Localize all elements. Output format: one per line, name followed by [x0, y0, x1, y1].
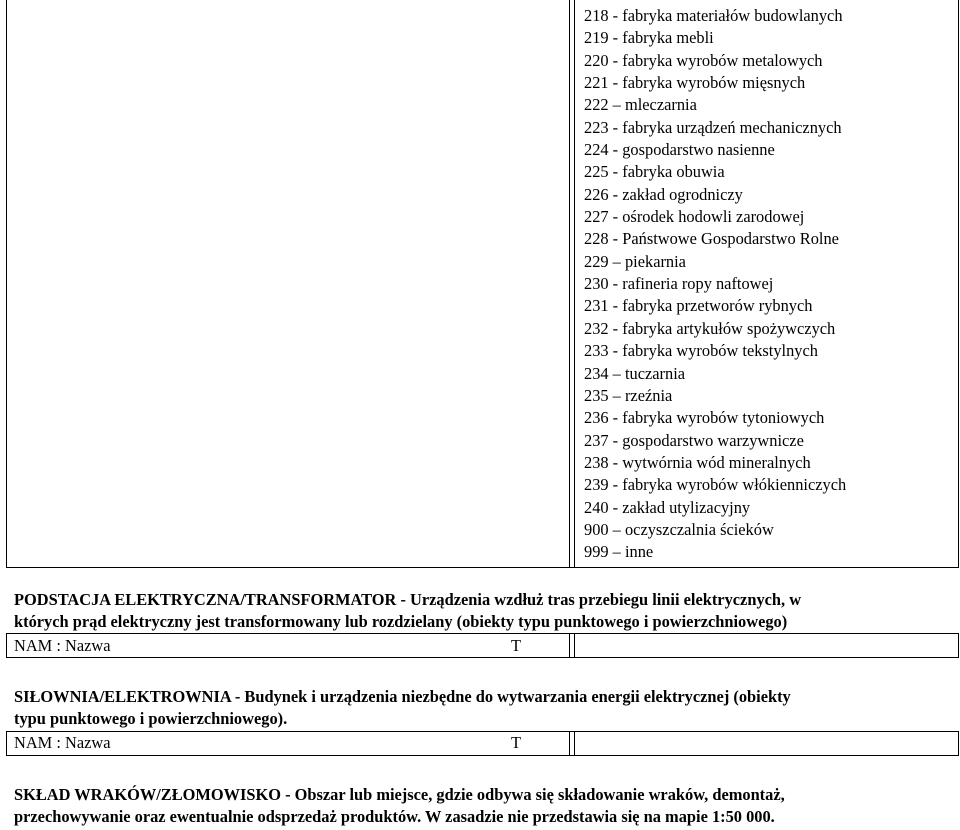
list-item: 225 - fabryka obuwia: [584, 162, 725, 182]
attribute-row-top: [6, 633, 958, 634]
table-border-right: [958, 0, 959, 568]
table-divider-left: [569, 0, 570, 568]
attribute-row-bottom: [6, 657, 958, 658]
list-item: 230 - rafineria ropy naftowej: [584, 274, 774, 294]
attribute-row-divider: [574, 731, 575, 756]
section-description-line: których prąd elektryczny jest transformowany lub rozdzielany (obiekty typu punktowego i powierzchniowego): [14, 612, 788, 631]
attribute-type: T: [511, 733, 522, 752]
list-item: 228 - Państwowe Gospodarstwo Rolne: [584, 229, 839, 249]
attribute-row-divider: [569, 633, 570, 658]
list-item: 224 - gospodarstwo nasienne: [584, 140, 775, 160]
list-item: 231 - fabryka przetworów rybnych: [584, 296, 813, 316]
list-item: 235 – rzeźnia: [584, 385, 673, 405]
section-podstacja: [14, 589, 959, 633]
list-item: 222 – mleczarnia: [584, 95, 697, 115]
list-item: 233 - fabryka wyrobów tekstylnych: [584, 341, 818, 361]
code-list: [584, 5, 954, 564]
section-description-line: SKŁAD WRAKÓW/ZŁOMOWISKO - Obszar lub miejsce, gdzie odbywa się składowanie wraków, demontaż,: [14, 785, 785, 804]
table-divider-right: [574, 0, 575, 568]
attribute-row-top: [6, 731, 958, 732]
list-item: 236 - fabryka wyrobów tytoniowych: [584, 408, 825, 428]
table-border-bottom: [6, 567, 959, 568]
attribute-type: T: [511, 636, 522, 655]
attribute-name: NAM : Nazwa: [14, 636, 111, 655]
list-item: 239 - fabryka wyrobów włókienniczych: [584, 475, 847, 495]
list-item: 229 – piekarnia: [584, 251, 686, 271]
list-item: 227 - ośrodek hodowli zarodowej: [584, 207, 805, 227]
section-description-line: przechowywanie oraz ewentualnie odsprzedaż produktów. W zasadzie nie przedstawia się na mapie 1:50 000.: [14, 807, 775, 826]
list-item: 220 - fabryka wyrobów metalowych: [584, 50, 823, 70]
attribute-row-right: [958, 633, 959, 658]
section-silownia: [14, 686, 959, 730]
list-item: 226 - zakład ogrodniczy: [584, 184, 743, 204]
table-border-left: [6, 0, 7, 568]
list-item: 221 - fabryka wyrobów mięsnych: [584, 73, 806, 93]
section-sklad: [14, 784, 959, 828]
attribute-row-bottom: [6, 755, 958, 756]
attribute-row-divider: [569, 731, 570, 756]
section-description-line: PODSTACJA ELEKTRYCZNA/TRANSFORMATOR - Urządzenia wzdłuż tras przebiegu linii elektrycznych, w: [14, 590, 802, 609]
attribute-row-left: [6, 633, 7, 658]
attribute-row-divider: [574, 633, 575, 658]
list-item: 234 – tuczarnia: [584, 363, 686, 383]
list-item: 238 - wytwórnia wód mineralnych: [584, 452, 811, 472]
list-item: 218 - fabryka materiałów budowlanych: [584, 6, 843, 25]
list-item: 900 – oczyszczalnia ścieków: [584, 519, 774, 539]
list-item: 219 - fabryka mebli: [584, 28, 714, 48]
section-description-line: SIŁOWNIA/ELEKTROWNIA - Budynek i urządzenia niezbędne do wytwarzania energii elektrycznej (obiekty: [14, 687, 791, 706]
attribute-name: NAM : Nazwa: [14, 733, 111, 752]
list-item: 232 - fabryka artykułów spożywczych: [584, 318, 836, 338]
list-item: 223 - fabryka urządzeń mechanicznych: [584, 117, 842, 137]
list-item: 237 - gospodarstwo warzywnicze: [584, 430, 804, 450]
list-item: 999 – inne: [584, 542, 654, 562]
list-item: 240 - zakład utylizacyjny: [584, 497, 751, 517]
section-description-line: typu punktowego i powierzchniowego).: [14, 709, 288, 728]
attribute-row-left: [6, 731, 7, 756]
attribute-row-right: [958, 731, 959, 756]
